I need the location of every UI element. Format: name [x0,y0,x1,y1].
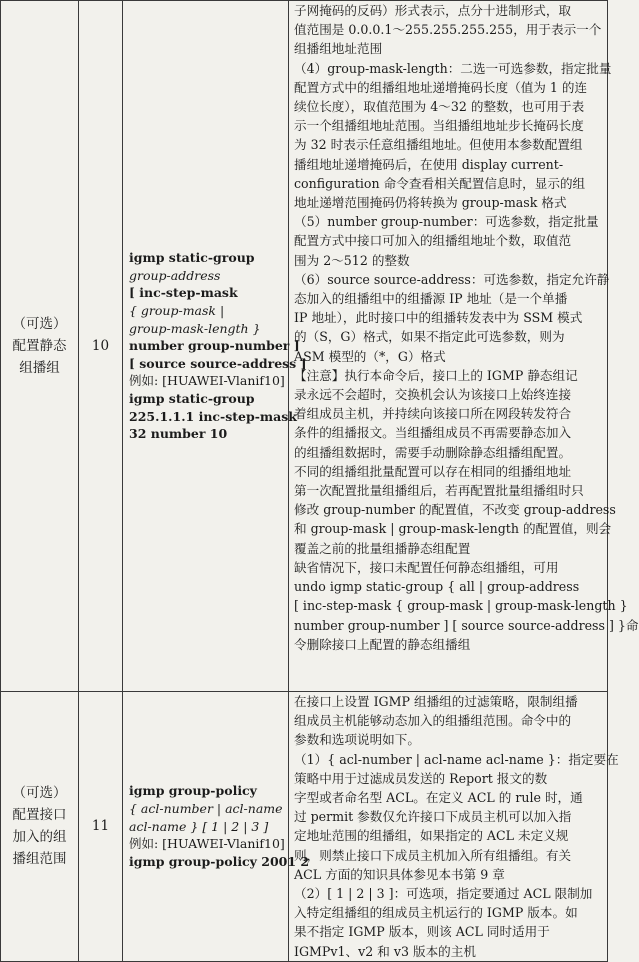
command-line: [ inc-step-mask [129,285,238,301]
description-line: 果不指定 IGMP 版本，则该 ACL 同时适用于 [294,924,550,940]
command-line: igmp static-group [129,390,255,406]
description-line: 的组播组数据时，需要手动删除静态组播组配置。 [294,444,572,460]
description-line: 缺省情况下，接口未配置任何静态组播组，可用 [294,559,559,575]
description-line: 地址递增范围掩码仍将转换为 group-mask 格式 [294,195,567,211]
command-line: igmp group-policy [129,783,257,799]
command-line: { acl-number | acl-name [129,801,283,817]
description-line: 为 32 时表示任意组播组地址。但使用本参数配置组 [294,137,583,153]
description-line: 则，则禁止接口下成员主机加入所有组播组。有关 [294,847,572,863]
description-line: IGMPv1、v2 和 v3 版本的主机 [294,943,476,959]
description-line: ACL 方面的知识具体参见本书第 9 章 [294,866,505,882]
description-line: （1）{ acl-number | acl-name acl-name }：指定要在 [294,751,619,767]
description-line: 条件的组播报文。当组播组成员不再需要静态加入 [294,425,572,441]
description-line: 入特定组播组的组成员主机运行的 IGMP 版本。如 [294,905,578,921]
task-line: （可选） [12,785,67,802]
description-line: 令删除接口上配置的静态组播组 [294,636,471,652]
command-line: 225.1.1.1 inc-step-mask [129,408,297,424]
description-line: 修改 group-number 的配置值，不改变 group-address [294,502,616,518]
description-line: 在接口上设置 IGMP 组播组的过滤策略，限制组播 [294,694,578,709]
task-cell [1,1,79,692]
description-line: ASM 模型的（*，G）格式 [294,348,446,364]
description-line: number group-number ] [ source source-address ] }命 [294,617,639,633]
description-line: （6）source source-address：可选参数，指定允许静 [294,271,610,287]
description-line: 过 permit 参数仅允许接口下成员主机可以加入指 [294,809,572,825]
step-cell: 10 [79,1,123,692]
table-row [1,692,608,962]
table-row [1,1,608,692]
task-line: 组播组 [19,360,60,376]
command-line: group-address [129,267,221,283]
command-cell [123,692,310,962]
description-line: 字型或者命名型 ACL。在定义 ACL 的 rule 时，通 [294,790,583,806]
description-line: （4）group-mask-length：二选一可选参数，指定批量 [294,60,612,76]
command-line: 32 number 10 [129,426,228,442]
task-line: 播组范围 [12,851,67,868]
command-line: 例如: [HUAWEI-Vlanif10] [129,836,285,852]
description-line: 子网掩码的反码）形式表示，点分十进制形式，取 [294,3,572,18]
description-line: 播组地址递增掩码后，在使用 display current- [294,156,564,172]
description-line: 第一次配置批量组播组后，若再配置批量组播组时只 [294,483,584,499]
description-line: 【注意】执行本命令后，接口上的 IGMP 静态组记 [294,367,578,383]
description-cell [289,692,619,962]
description-line: 着组成员主机，并持续向该接口所在网段转发符合 [294,406,572,422]
description-line: 续位长度），取值范围为 4～32 的整数，也可用于表 [294,99,585,115]
task-line: 配置静态 [12,338,67,354]
description-line: 参数和选项说明如下。 [294,732,420,748]
task-line: 配置接口 [12,807,67,824]
command-line: igmp group-policy 2001 2 [129,853,310,869]
description-line: 的（S，G）格式，如果不指定此可选参数，则为 [294,329,565,345]
description-line: 配置方式中接口可加入的组播组地址个数，取值范 [294,233,572,249]
description-line: （5）number group-number：可选参数，指定批量 [294,214,599,230]
command-line: 例如: [HUAWEI-Vlanif10] [129,373,285,389]
command-line: { group-mask | [129,303,225,319]
description-line: 值范围是 0.0.0.1～255.255.255.255，用于表示一个 [294,22,602,38]
description-line: 态加入的组播组中的组播源 IP 地址（是一个单播 [294,291,568,307]
description-line: IP 地址），此时接口中的组播转发表中为 SSM 模式 [294,310,583,326]
command-line: number group-number ] [129,338,300,354]
description-line: 组播组地址范围 [294,41,383,57]
description-line: configuration 命令查看相关配置信息时，显示的组 [294,175,586,191]
description-line: 围为 2～512 的整数 [294,252,410,268]
command-line: igmp static-group [129,250,255,266]
command-line: group-mask-length } [129,320,261,336]
description-line: undo igmp static-group { all | group-address [294,579,580,595]
task-line: 加入的组 [12,829,67,846]
step-cell: 11 [79,692,123,962]
description-line: [ inc-step-mask { group-mask | group-mask-length } [294,598,628,614]
description-line: 定地址范围的组播组，如果指定的 ACL 未定义规 [294,828,569,844]
description-line: 组成员主机能够动态加入的组播组范围。命令中的 [294,713,572,729]
description-line: 和 group-mask | group-mask-length 的配置值，则会 [294,521,612,537]
command-cell [123,1,307,692]
description-line: 不同的组播组批量配置可以存在相同的组播组地址 [294,463,572,479]
description-line: 策略中用于过滤成员发送的 Report 报文的数 [294,770,548,786]
task-line: （可选） [12,316,67,332]
description-line: 配置方式中的组播组地址递增掩码长度（值为 1 的连 [294,79,588,95]
description-line: （2）[ 1 | 2 | 3 ]：可选项，指定要通过 ACL 限制加 [294,886,593,902]
command-line: [ source source-address ] [129,355,307,371]
command-line: acl-name } [ 1 | 2 | 3 ] [129,818,269,834]
description-line: 录永远不会超时，交换机会认为该接口上始终连接 [294,387,572,403]
description-line: 覆盖之前的批量组播静态组配置 [294,540,471,556]
description-cell [289,1,639,692]
description-line: 示一个组播组地址范围。当组播组地址步长掩码长度 [294,118,584,134]
task-cell [1,692,79,962]
